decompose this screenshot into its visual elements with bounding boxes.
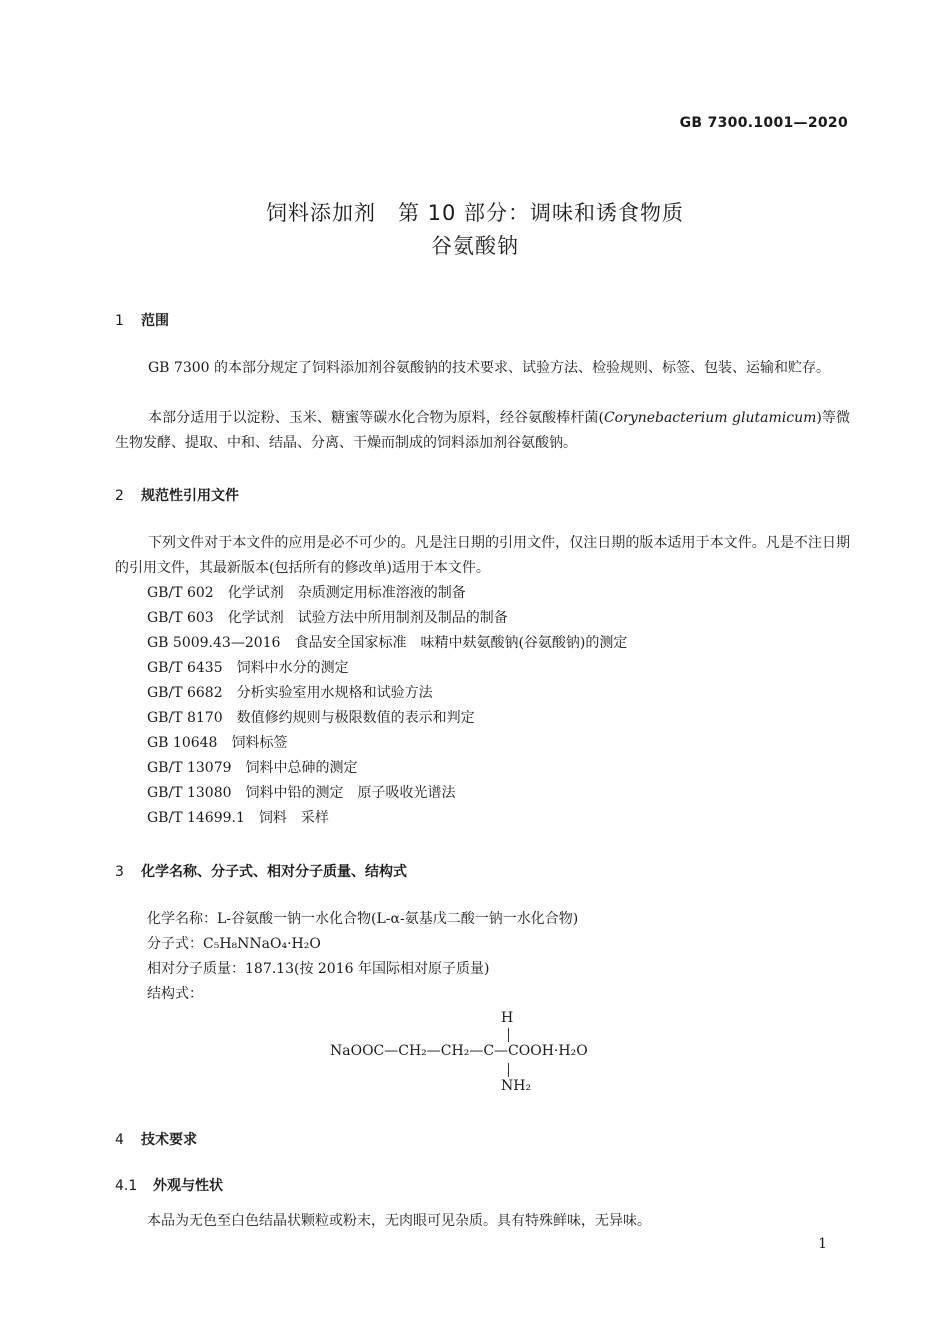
- reference-item: GB/T 8170 数值修约规则与极限数值的表示和判定: [147, 710, 475, 726]
- reference-item: GB/T 6435 饲料中水分的测定: [147, 660, 349, 676]
- section-number: 3: [115, 864, 124, 880]
- bond-line: [508, 1063, 509, 1077]
- appearance-text: 本品为无色至白色结晶状颗粒或粉末，无肉眼可见杂质。具有特殊鲜味，无异味。: [147, 1213, 651, 1229]
- structure-bottom-group: NH₂: [501, 1078, 532, 1094]
- subsection-number: 4.1: [115, 1178, 138, 1194]
- reference-item: GB/T 14699.1 饲料 采样: [147, 810, 329, 826]
- reference-item: GB/T 13079 饲料中总砷的测定: [147, 760, 358, 776]
- molecular-formula: [147, 932, 321, 957]
- section-title: 化学名称、分子式、相对分子质量、结构式: [141, 864, 407, 880]
- section-1-paragraph-2: [115, 406, 850, 456]
- reference-item: GB/T 13080 饲料中铅的测定 原子吸收光谱法: [147, 785, 456, 801]
- section-number: 2: [115, 488, 124, 504]
- section-3-heading: [115, 861, 407, 881]
- chemical-name: 化学名称：L-谷氨酸一钠一水化合物(L-α-氨基戊二酸一钠一水化合物): [147, 911, 579, 927]
- molecular-mass: 相对分子质量：187.13(按 2016 年国际相对原子质量): [147, 961, 490, 977]
- structure-main-chain: NaOOC—CH₂—CH₂—C—COOH·H₂O: [330, 1043, 588, 1059]
- section-number: 1: [115, 313, 124, 329]
- section-title: 规范性引用文件: [141, 488, 239, 504]
- section-1-paragraph-1: GB 7300 的本部分规定了饲料添加剂谷氨酸钠的技术要求、试验方法、检验规则、标签、包装、运输和贮存。: [148, 360, 830, 376]
- document-subtitle: 谷氨酸钠: [431, 234, 519, 258]
- section-number: 4: [115, 1132, 124, 1148]
- document-title: 饲料添加剂 第 10 部分：调味和诱食物质: [265, 201, 685, 225]
- section-2-intro: 下列文件对于本文件的应用是必不可少的。凡是注日期的引用文件，仅注日期的版本适用于本文件。凡是不注日期的引用文件，其最新版本(包括所有的修改单)适用于本文件。: [115, 535, 850, 576]
- section-2-heading: [115, 485, 239, 505]
- section-1-heading: [115, 310, 169, 330]
- section-title: 范围: [141, 313, 169, 329]
- reference-item: GB/T 603 化学试剂 试验方法中所用制剂及制品的制备: [147, 610, 508, 626]
- formula-label: 分子式：: [147, 936, 203, 952]
- reference-item: GB/T 602 化学试剂 杂质测定用标准溶液的制备: [147, 585, 466, 601]
- reference-item: GB 5009.43—2016 食品安全国家标准 味精中麸氨酸钠(谷氨酸钠)的测定: [147, 635, 628, 651]
- structure-label: 结构式：: [147, 986, 203, 1002]
- section-4-heading: [115, 1129, 197, 1149]
- standard-code: GB 7300.1001—2020: [679, 115, 848, 131]
- subsection-4-1-heading: [115, 1175, 223, 1195]
- reference-item: GB 10648 饲料标签: [147, 735, 288, 751]
- page-number: 1: [818, 1236, 827, 1252]
- formula-value: C₅H₈NNaO₄·H₂O: [203, 936, 321, 952]
- reference-item: GB/T 6682 分析实验室用水规格和试验方法: [147, 685, 433, 701]
- para-text: )等微生物发酵、提取、中和、结晶、分离、干燥而制成的饲料添加剂谷氨酸钠。: [115, 410, 850, 451]
- subsection-title: 外观与性状: [153, 1178, 223, 1194]
- section-title: 技术要求: [141, 1132, 197, 1148]
- structural-formula: [330, 1010, 660, 1100]
- para-text: 本部分适用于以淀粉、玉米、糖蜜等碳水化合物为原料，经谷氨酸棒杆菌(: [148, 410, 604, 426]
- structure-top-atom: H: [501, 1010, 514, 1026]
- species-name: Corynebacterium glutamicum: [603, 410, 817, 426]
- bond-line: [508, 1028, 509, 1042]
